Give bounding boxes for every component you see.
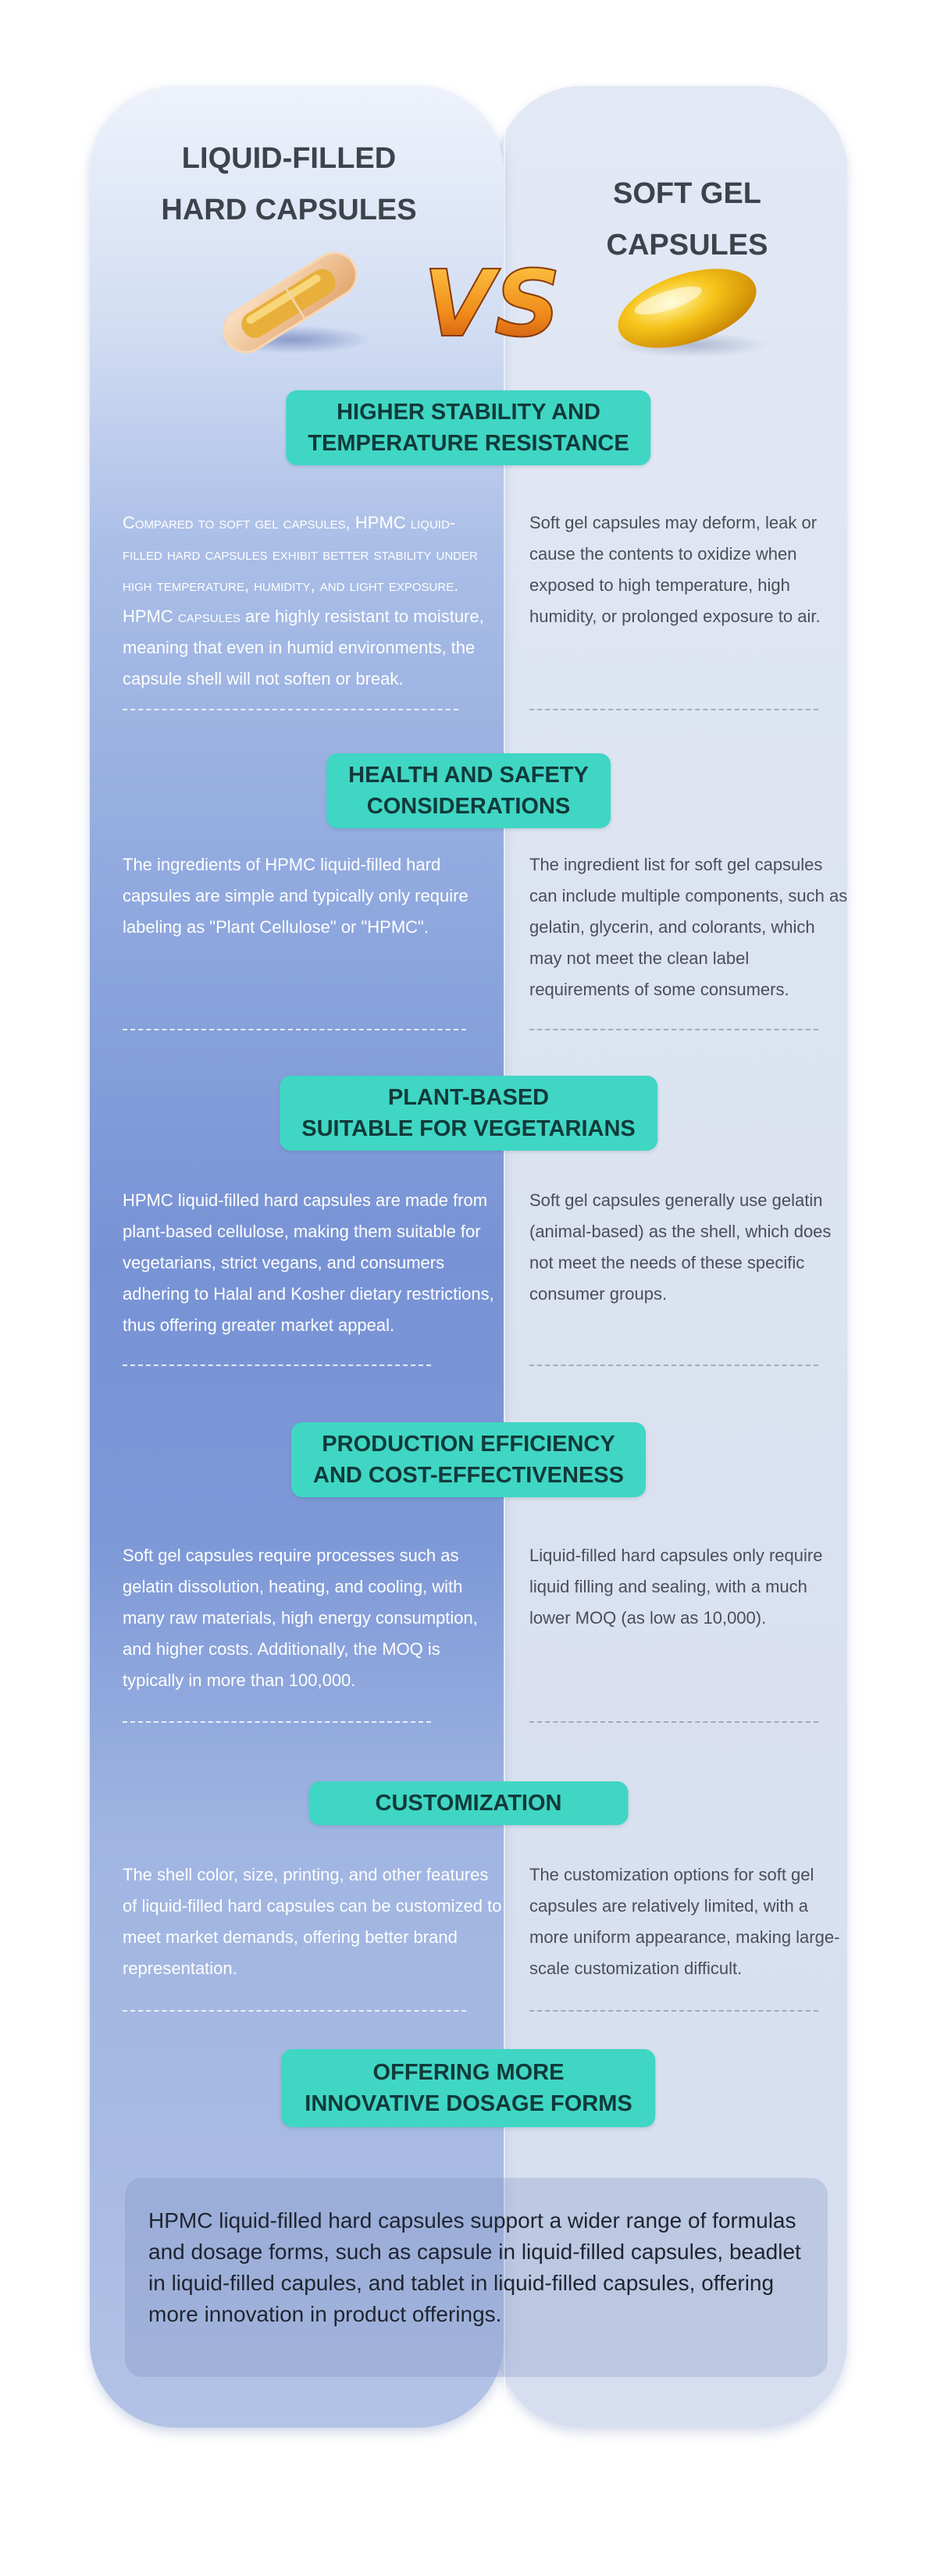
- section-title-line: INNOVATIVE DOSAGE FORMS: [305, 2091, 632, 2116]
- separator-left: [123, 709, 458, 710]
- innovative-dosage-box: [125, 2178, 828, 2377]
- separator-right: [529, 1029, 818, 1030]
- section-title-innovative-dosage: [281, 2049, 655, 2127]
- section-title-production-efficiency: [291, 1422, 646, 1497]
- stability-left-rest: are highly resistant to moisture, meaning that even in humid environments, the capsule shell will not soften or break.: [123, 607, 484, 688]
- separator-right: [529, 709, 818, 710]
- section-title-plant-based: [280, 1076, 657, 1151]
- plant-right-text: Soft gel capsules generally use gelatin (animal-based) as the shell, which does not meet the needs of these specific consumer groups.: [529, 1190, 832, 1304]
- section-title-line: TEMPERATURE RESISTANCE: [308, 431, 629, 456]
- separator-left: [123, 1029, 466, 1030]
- vs-emblem-icon: [414, 246, 570, 363]
- health-right-text: The ingredient list for soft gel capsules can include multiple components, such as gelatin, glycerin, and colorants, which may not meet the clean label requirements of some consumers.: [529, 855, 848, 999]
- separator-right: [529, 1364, 818, 1366]
- left-column-title: [125, 133, 453, 236]
- stability-left-smallcaps: Compared to soft gel capsules, HPMC liquid-filled hard capsules exhibit better stability under high temperature, humidity, and light exposure. HPMC capsules: [123, 513, 478, 626]
- section-title-line: PRODUCTION EFFICIENCY: [322, 1432, 615, 1457]
- softgel-capsule-icon: [601, 250, 773, 367]
- stability-right-text: Soft gel capsules may deform, leak or cause the contents to oxidize when exposed to high temperature, high humidity, or prolonged exposure to air.: [529, 513, 821, 626]
- vs-text: VS: [422, 250, 561, 358]
- left-title-line2: HARD CAPSULES: [161, 194, 417, 226]
- innovative-dosage-text: HPMC liquid-filled hard capsules support a wider range of formulas and dosage forms, such as capsule in liquid-filled capsules, beadlet in liquid-filled capules, and tablet in liquid-filled capsules, offering more innovation in product offerings.: [148, 2208, 801, 2326]
- stability-left-text: [123, 507, 490, 695]
- health-left-text: The ingredients of HPMC liquid-filled hard capsules are simple and typically only require labeling as "Plant Cellulose" or "HPMC".: [123, 855, 468, 937]
- section-title-line: AND COST-EFFECTIVENESS: [313, 1463, 624, 1488]
- separator-right: [529, 2010, 818, 2012]
- production-left-text: Soft gel capsules require processes such as gelatin dissolution, heating, and cooling, with many raw materials, high energy consumption, and higher costs. Additionally, the MOQ is typically in more than 100,000.: [123, 1546, 478, 1690]
- section-title-line: SUITABLE FOR VEGETARIANS: [301, 1116, 636, 1141]
- section-title-customization: [309, 1781, 629, 1825]
- section-title-line: CUSTOMIZATION: [375, 1791, 562, 1816]
- separator-right: [529, 1721, 818, 1723]
- separator-left: [123, 1364, 431, 1366]
- section-title-line: HIGHER STABILITY AND: [337, 400, 600, 425]
- customization-left-text: The shell color, size, printing, and other features of liquid-filled hard capsules can be customized to meet market demands, offering better brand representation.: [123, 1865, 502, 1978]
- section-title-line: HEALTH AND SAFETY: [348, 763, 589, 788]
- separator-left: [123, 1721, 431, 1723]
- production-right-text: Liquid-filled hard capsules only require liquid filling and sealing, with a much lower MOQ (as low as 10,000).: [529, 1546, 823, 1628]
- section-title-stability: [286, 390, 650, 465]
- plant-left-text: HPMC liquid-filled hard capsules are made from plant-based cellulose, making them suitable for vegetarians, strict vegans, and consumers adhering to Halal and Kosher dietary restrictions, thus offering greater market appeal.: [123, 1190, 494, 1335]
- left-title-line1: LIQUID-FILLED: [181, 142, 397, 175]
- right-column-title: SOFT GEL CAPSULES: [606, 177, 768, 262]
- section-title-line: OFFERING MORE: [372, 2060, 565, 2085]
- section-title-line: CONSIDERATIONS: [366, 794, 571, 819]
- customization-right-text: The customization options for soft gel capsules are relatively limited, with a more uniform appearance, making large-scale customization difficult.: [529, 1865, 840, 1978]
- section-title-health-safety: [326, 753, 611, 828]
- separator-left: [123, 2010, 466, 2012]
- hard-capsule-icon: [199, 238, 379, 363]
- section-title-line: PLANT-BASED: [387, 1085, 550, 1110]
